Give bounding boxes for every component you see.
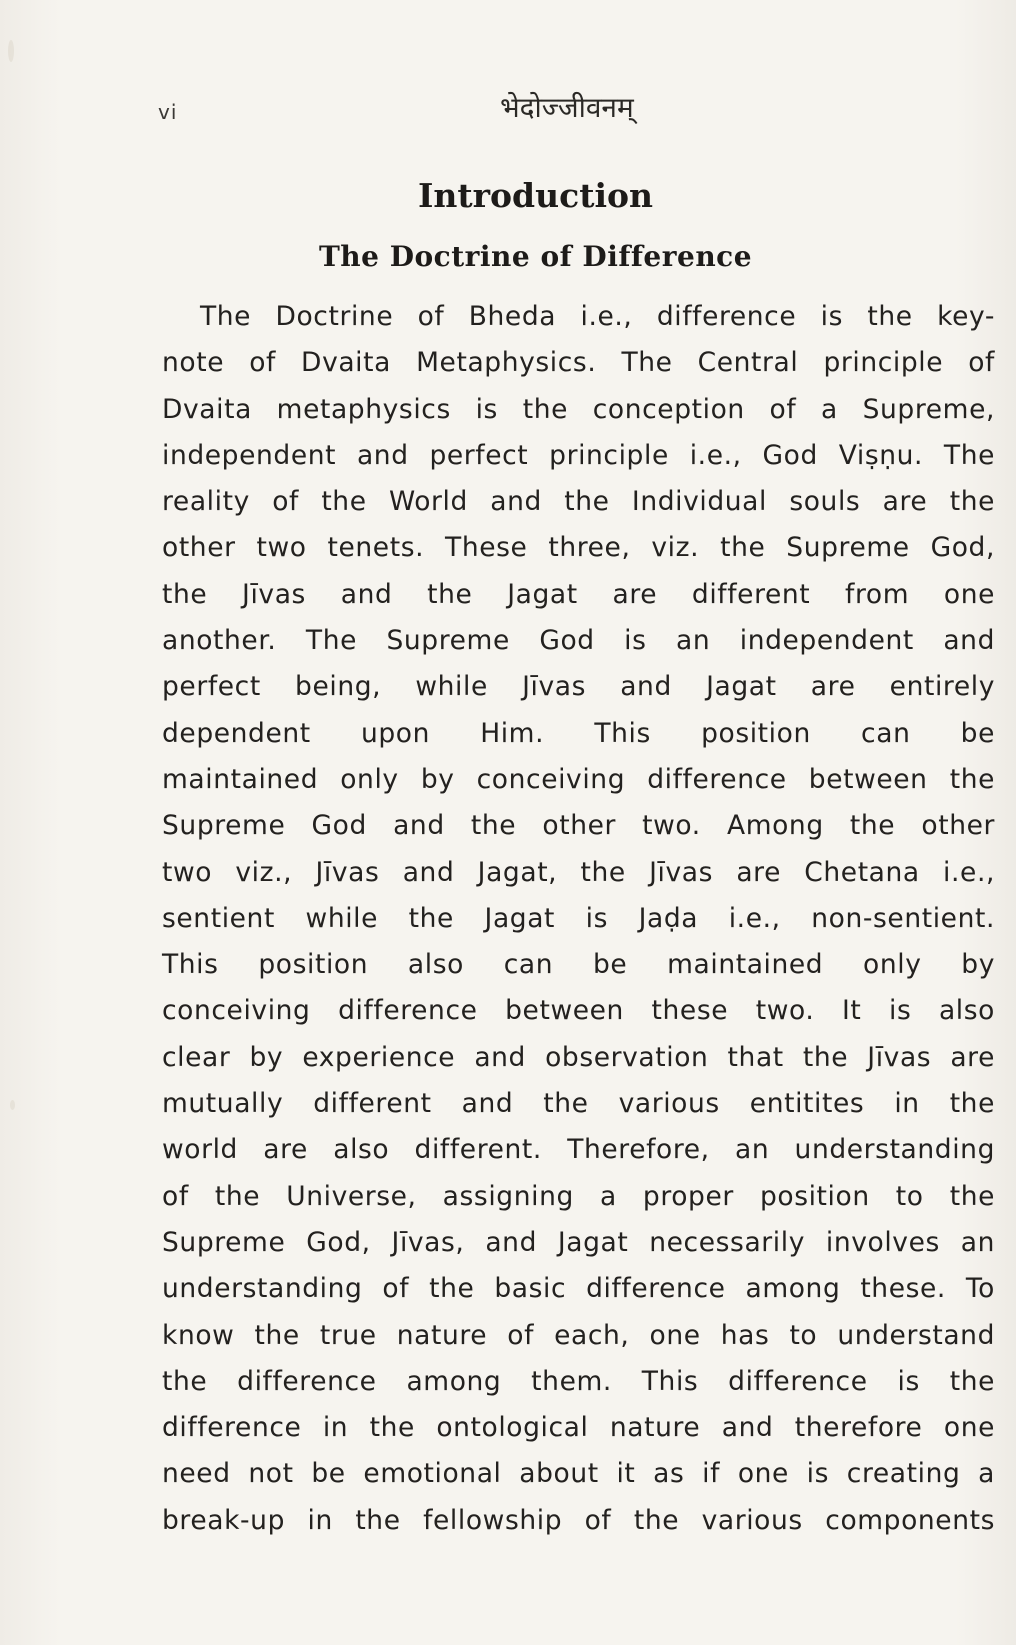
- text-line: break-up in the fellowship of the various components: [162, 1504, 995, 1536]
- chapter-title: Introduction: [417, 176, 653, 215]
- text-line: know the true nature of each, one has to understand: [162, 1319, 995, 1351]
- page-number: vi: [158, 100, 178, 124]
- text-line: conceiving difference between these two. It is also: [162, 995, 995, 1027]
- text-line: note of Dvaita Metaphysics. The Central principle of: [162, 347, 995, 379]
- text-line: sentient while the Jagat is Jaḍa i.e., non-sentient.: [162, 902, 995, 934]
- text-line: This position also can be maintained only by: [162, 949, 995, 981]
- text-line: world are also different. Therefore, an understanding: [162, 1134, 995, 1166]
- text-line: maintained only by conceiving difference between the: [162, 763, 995, 795]
- text-line: another. The Supreme God is an independent and: [162, 625, 995, 657]
- text-line: the Jīvas and the Jagat are different from one: [162, 578, 995, 610]
- text-line: clear by experience and observation that the Jīvas are: [162, 1041, 995, 1073]
- text-line: The Doctrine of Bheda i.e., difference is the key-: [200, 301, 995, 332]
- text-line: need not be emotional about it as if one is creating a: [162, 1458, 995, 1490]
- text-line: independent and perfect principle i.e., God Viṣṇu. The: [162, 439, 995, 471]
- text-line: difference in the ontological nature and therefore one: [162, 1412, 995, 1444]
- text-line: dependent upon Him. This position can be: [162, 717, 995, 749]
- running-head-title: भेदोज्जीवनम्: [500, 91, 634, 124]
- paper-mark: [10, 1100, 15, 1110]
- body-paragraph: [162, 294, 995, 1544]
- text-line: Supreme God and the other two. Among the other: [162, 810, 995, 842]
- text-line: the difference among them. This difference is the: [162, 1365, 995, 1397]
- text-line: mutually different and the various entitites in the: [162, 1088, 995, 1120]
- text-line: understanding of the basic difference among these. To: [162, 1273, 995, 1305]
- text-line: Supreme God, Jīvas, and Jagat necessarily involves an: [162, 1226, 995, 1258]
- paper-mark: [8, 40, 14, 62]
- section-title: The Doctrine of Difference: [318, 240, 753, 273]
- text-line: Dvaita metaphysics is the conception of a Supreme,: [162, 393, 995, 425]
- text-line: perfect being, while Jīvas and Jagat are entirely: [162, 671, 995, 703]
- text-line: of the Universe, assigning a proper position to the: [162, 1180, 995, 1212]
- text-line: reality of the World and the Individual souls are the: [162, 486, 995, 518]
- text-line: other two tenets. These three, viz. the Supreme God,: [162, 532, 995, 564]
- text-line: two viz., Jīvas and Jagat, the Jīvas are Chetana i.e.,: [162, 856, 995, 888]
